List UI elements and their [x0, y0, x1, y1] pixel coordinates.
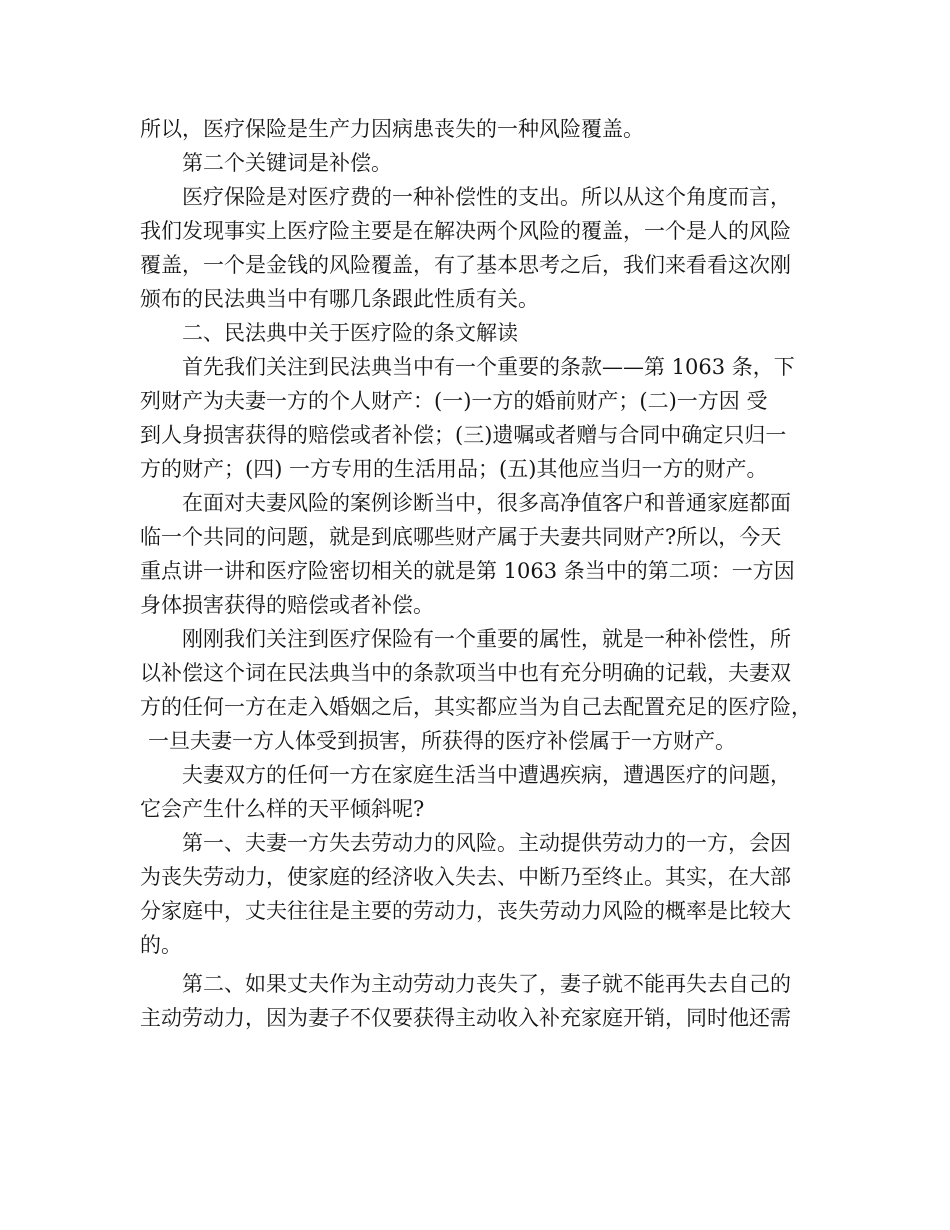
paragraph-line: 以补偿这个词在民法典当中的条款项当中也有充分明确的记载，夫妻双 — [140, 661, 791, 685]
paragraph-line: 重点讲一讲和医疗险密切相关的就是第 1063 条当中的第二项：一方因 — [140, 559, 795, 583]
paragraph-line: 首先我们关注到民法典当中有一个重要的条款——第 1063 条，下 — [182, 355, 795, 379]
paragraph-line: 在面对夫妻风险的案例诊断当中，很多高净值客户和普通家庭都面 — [182, 491, 791, 515]
paragraph-line: 到人身损害获得的赔偿或者补偿；(三)遗嘱或者赠与合同中确定只归一 — [140, 423, 787, 447]
paragraph-line: 覆盖，一个是金钱的风险覆盖，有了基本思考之后，我们来看看这次刚 — [140, 253, 791, 277]
paragraph-line: 第二、如果丈夫作为主动劳动力丧失了，妻子就不能再失去自己的 — [182, 972, 791, 996]
section-heading: 二、民法典中关于医疗险的条文解读 — [182, 321, 518, 345]
paragraph-line: 我们发现事实上医疗险主要是在解决两个风险的覆盖，一个是人的风险 — [140, 219, 791, 243]
paragraph-line: 一旦夫妻一方人体受到损害，所获得的医疗补偿属于一方财产。 — [148, 729, 736, 753]
paragraph-line: 分家庭中，丈夫往往是主要的劳动力，丧失劳动力风险的概率是比较大 — [140, 899, 791, 923]
paragraph-line: 夫妻双方的任何一方在家庭生活当中遭遇疾病，遭遇医疗的问题， — [182, 763, 791, 787]
paragraph-line: 主动劳动力，因为妻子不仅要获得主动收入补充家庭开销，同时他还需 — [140, 1006, 791, 1030]
paragraph-line: 它会产生什么样的天平倾斜呢? — [140, 797, 425, 821]
paragraph-line: 刚刚我们关注到医疗保险有一个重要的属性，就是一种补偿性，所 — [182, 627, 791, 651]
paragraph-line: 为丧失劳动力，使家庭的经济收入失去、中断乃至终止。其实，在大部 — [140, 865, 791, 889]
paragraph-line: 身体损害获得的赔偿或者补偿。 — [140, 593, 434, 617]
paragraph-line: 临一个共同的问题，就是到底哪些财产属于夫妻共同财产?所以，今天 — [140, 525, 782, 549]
paragraph-line: 列财产为夫妻一方的个人财产：(一)一方的婚前财产；(二)一方因 受 — [140, 389, 768, 413]
document-body — [140, 112, 840, 1035]
paragraph-line: 第二个关键词是补偿。 — [182, 151, 392, 175]
paragraph-line: 第一、夫妻一方失去劳动力的风险。主动提供劳动力的一方，会因 — [182, 831, 791, 855]
paragraph-line: 的。 — [140, 933, 182, 957]
paragraph-line: 颁布的民法典当中有哪几条跟此性质有关。 — [140, 287, 539, 311]
paragraph-line: 方的任何一方在走入婚姻之后，其实都应当为自己去配置充足的医疗险， — [140, 695, 812, 719]
paragraph-line: 所以，医疗保险是生产力因病患丧失的一种风险覆盖。 — [140, 117, 644, 141]
paragraph-line: 方的财产；(四) 一方专用的生活用品；(五)其他应当归一方的财产。 — [140, 457, 768, 481]
paragraph-line: 医疗保险是对医疗费的一种补偿性的支出。所以从这个角度而言， — [182, 185, 791, 209]
